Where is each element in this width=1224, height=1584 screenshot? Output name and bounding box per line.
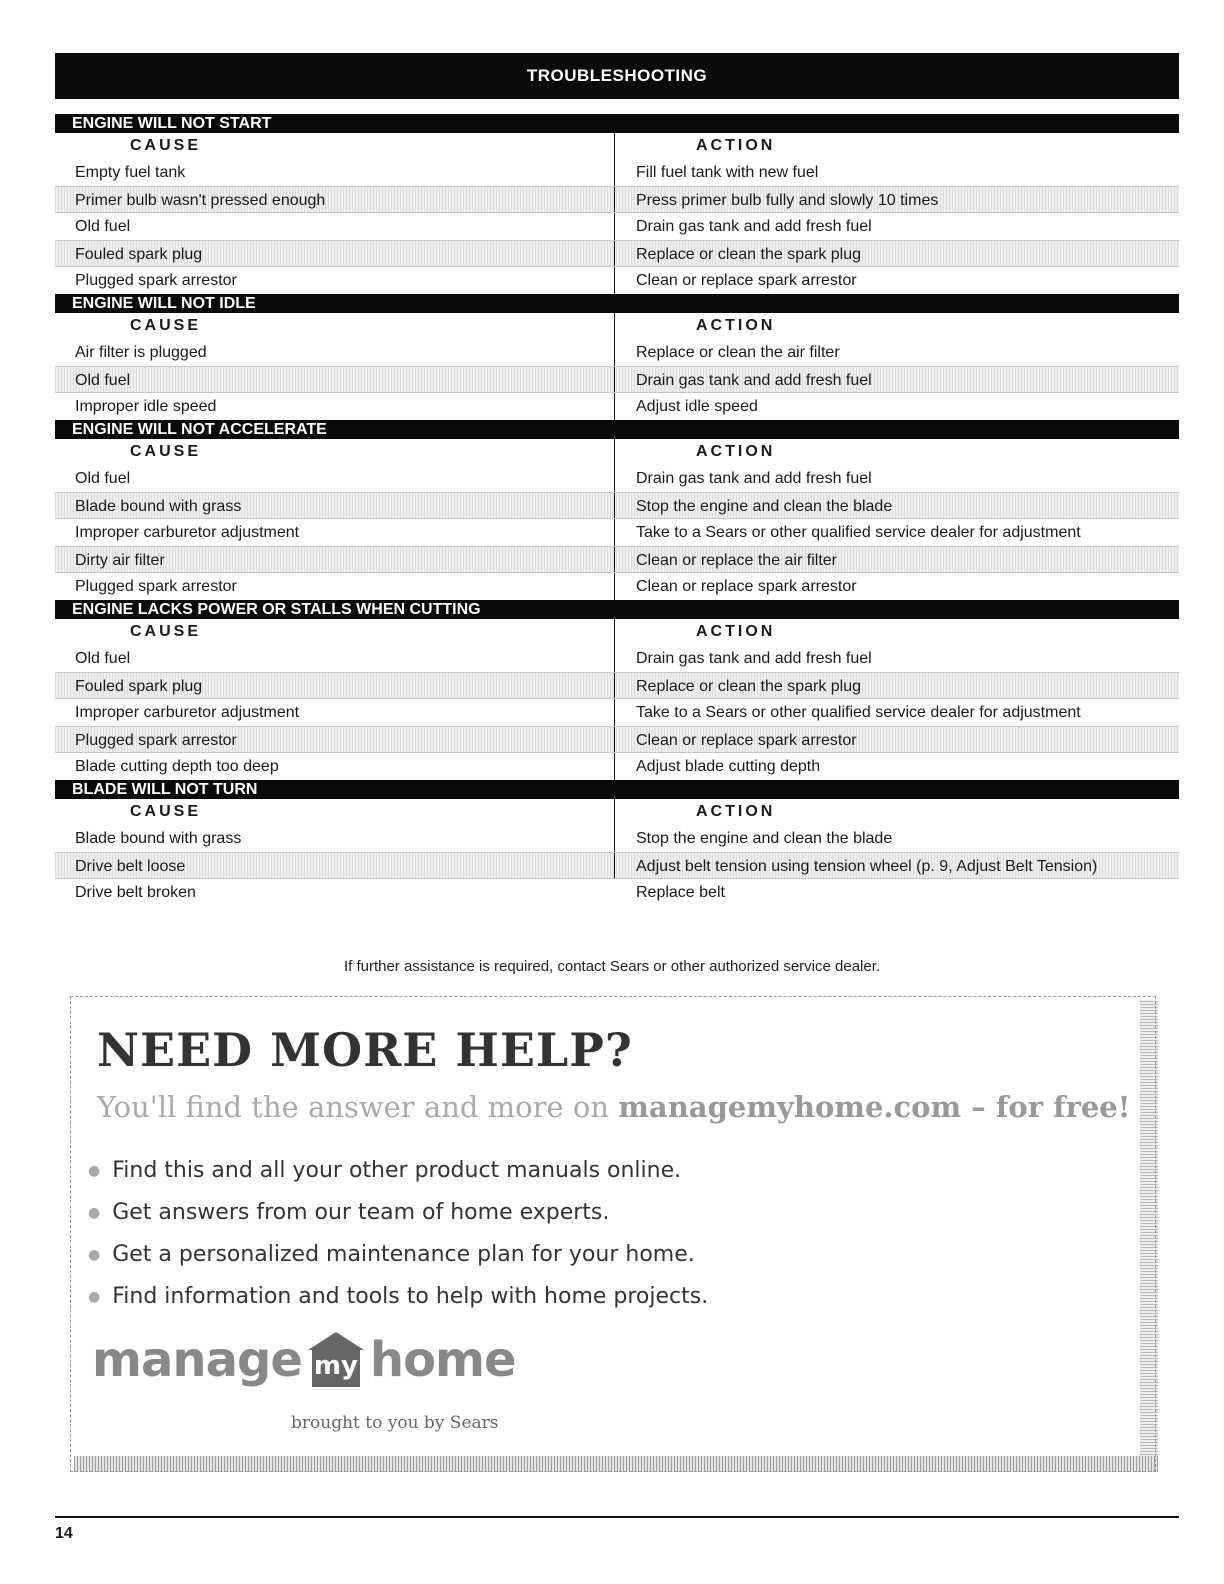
action-cell: Replace belt bbox=[636, 884, 725, 901]
action-cell: Drain gas tank and add fresh fuel bbox=[636, 372, 872, 389]
help-bullet-text: Get a personalized maintenance plan for your home. bbox=[112, 1242, 695, 1267]
help-subtitle-prefix: You'll find the answer and more on bbox=[97, 1090, 619, 1124]
help-title: NEED MORE HELP? bbox=[97, 1023, 633, 1077]
cause-column-header: CAUSE bbox=[55, 313, 615, 339]
action-cell: Replace or clean the spark plug bbox=[636, 678, 862, 695]
cause-cell: Plugged spark arrestor bbox=[55, 573, 615, 600]
action-cell: Replace or clean the spark plug bbox=[636, 246, 862, 263]
help-bullet bbox=[88, 1276, 708, 1318]
logo-word-home: home bbox=[369, 1332, 516, 1388]
troubleshooting-table bbox=[55, 114, 1179, 906]
action-column-header: ACTION bbox=[696, 623, 776, 640]
page-title: TROUBLESHOOTING bbox=[55, 53, 1179, 99]
footer-rule bbox=[55, 1516, 1179, 1518]
cause-cell: Old fuel bbox=[55, 213, 615, 240]
cause-cell: Blade bound with grass bbox=[55, 493, 615, 518]
cause-cell: Primer bulb wasn't pressed enough bbox=[55, 187, 615, 212]
help-subtitle bbox=[97, 1090, 1130, 1124]
cause-cell: Old fuel bbox=[55, 465, 615, 492]
cause-cell: Fouled spark plug bbox=[55, 673, 615, 698]
help-bullet bbox=[88, 1192, 708, 1234]
cause-column-header: CAUSE bbox=[55, 799, 615, 825]
cause-cell: Empty fuel tank bbox=[55, 159, 615, 186]
table-row bbox=[55, 267, 1179, 294]
bullet-icon: ● bbox=[88, 1205, 101, 1221]
cause-cell: Dirty air filter bbox=[55, 547, 615, 572]
column-header-row bbox=[55, 133, 1179, 159]
table-row bbox=[55, 465, 1179, 492]
section-header: ENGINE WILL NOT ACCELERATE bbox=[55, 420, 1179, 439]
action-column-header: ACTION bbox=[696, 803, 776, 820]
house-icon bbox=[308, 1332, 364, 1388]
bullet-icon: ● bbox=[88, 1163, 101, 1179]
action-cell: Drain gas tank and add fresh fuel bbox=[636, 650, 872, 667]
cause-cell: Drive belt loose bbox=[55, 853, 615, 878]
logo-word-manage: manage bbox=[92, 1332, 302, 1388]
action-cell: Drain gas tank and add fresh fuel bbox=[636, 470, 872, 487]
section-header: ENGINE WILL NOT IDLE bbox=[55, 294, 1179, 313]
table-row bbox=[55, 726, 1179, 753]
action-cell: Clean or replace spark arrestor bbox=[636, 732, 857, 749]
column-header-row bbox=[55, 439, 1179, 465]
cause-cell: Improper idle speed bbox=[55, 393, 615, 420]
help-bullet-list bbox=[88, 1150, 708, 1318]
table-row bbox=[55, 672, 1179, 699]
action-cell: Clean or replace spark arrestor bbox=[636, 272, 857, 289]
action-cell: Fill fuel tank with new fuel bbox=[636, 164, 819, 181]
cause-cell: Improper carburetor adjustment bbox=[55, 699, 615, 726]
table-row bbox=[55, 339, 1179, 366]
cause-cell: Fouled spark plug bbox=[55, 241, 615, 266]
action-cell: Adjust blade cutting depth bbox=[636, 758, 821, 775]
help-bullet-text: Find information and tools to help with home projects. bbox=[112, 1284, 709, 1309]
table-row bbox=[55, 240, 1179, 267]
action-cell: Replace or clean the air filter bbox=[636, 344, 840, 361]
table-row bbox=[55, 393, 1179, 420]
help-bullet-text: Get answers from our team of home experts. bbox=[112, 1200, 610, 1225]
column-header-row bbox=[55, 799, 1179, 825]
help-bullet-text: Find this and all your other product manuals online. bbox=[112, 1158, 682, 1183]
section-header: BLADE WILL NOT TURN bbox=[55, 780, 1179, 799]
cause-cell: Blade bound with grass bbox=[55, 825, 615, 852]
page-number: 14 bbox=[55, 1525, 73, 1542]
table-row bbox=[55, 645, 1179, 672]
action-cell: Clean or replace the air filter bbox=[636, 552, 837, 569]
table-row bbox=[55, 519, 1179, 546]
action-cell: Take to a Sears or other qualified service dealer for adjustment bbox=[636, 704, 1081, 721]
cause-cell: Blade cutting depth too deep bbox=[55, 753, 615, 780]
table-row bbox=[55, 492, 1179, 519]
cause-cell: Drive belt broken bbox=[75, 884, 196, 901]
help-subtitle-site: managemyhome.com – for free! bbox=[618, 1090, 1131, 1124]
table-row bbox=[55, 366, 1179, 393]
table-row bbox=[55, 573, 1179, 600]
cause-cell: Plugged spark arrestor bbox=[55, 727, 615, 752]
table-row bbox=[55, 879, 1179, 906]
table-row bbox=[55, 213, 1179, 240]
help-bullet bbox=[88, 1150, 708, 1192]
section-header: ENGINE LACKS POWER OR STALLS WHEN CUTTING bbox=[55, 600, 1179, 619]
table-row bbox=[55, 546, 1179, 573]
cause-column-header: CAUSE bbox=[55, 619, 615, 645]
action-cell: Drain gas tank and add fresh fuel bbox=[636, 218, 872, 235]
managemyhome-logo bbox=[92, 1330, 516, 1390]
table-row bbox=[55, 825, 1179, 852]
cause-column-header: CAUSE bbox=[55, 133, 615, 159]
action-column-header: ACTION bbox=[696, 443, 776, 460]
help-bullet bbox=[88, 1234, 708, 1276]
cause-cell: Plugged spark arrestor bbox=[55, 267, 615, 294]
column-header-row bbox=[55, 619, 1179, 645]
table-row bbox=[55, 699, 1179, 726]
logo-badge: my bbox=[312, 1349, 360, 1387]
column-header-row bbox=[55, 313, 1179, 339]
action-cell: Press primer bulb fully and slowly 10 times bbox=[636, 192, 939, 209]
table-row bbox=[55, 753, 1179, 780]
cause-cell: Air filter is plugged bbox=[55, 339, 615, 366]
cause-cell: Improper carburetor adjustment bbox=[55, 519, 615, 546]
table-row bbox=[55, 186, 1179, 213]
action-cell: Adjust belt tension using tension wheel (p. 9, Adjust Belt Tension) bbox=[636, 858, 1098, 875]
action-cell: Adjust idle speed bbox=[636, 398, 758, 415]
action-column-header: ACTION bbox=[696, 317, 776, 334]
action-cell: Stop the engine and clean the blade bbox=[636, 498, 893, 515]
assistance-note: If further assistance is required, contact Sears or other authorized service dealer. bbox=[343, 958, 881, 975]
bullet-icon: ● bbox=[88, 1289, 101, 1305]
action-column-header: ACTION bbox=[696, 137, 776, 154]
logo-tagline: brought to you by Sears bbox=[291, 1413, 499, 1433]
section-header: ENGINE WILL NOT START bbox=[55, 114, 1179, 133]
cause-cell: Old fuel bbox=[55, 645, 615, 672]
table-row bbox=[55, 852, 1179, 879]
action-cell: Take to a Sears or other qualified service dealer for adjustment bbox=[636, 524, 1081, 541]
cause-column-header: CAUSE bbox=[55, 439, 615, 465]
bullet-icon: ● bbox=[88, 1247, 101, 1263]
action-cell: Clean or replace spark arrestor bbox=[636, 578, 857, 595]
action-cell: Stop the engine and clean the blade bbox=[636, 830, 893, 847]
cause-cell: Old fuel bbox=[55, 367, 615, 392]
table-row bbox=[55, 159, 1179, 186]
